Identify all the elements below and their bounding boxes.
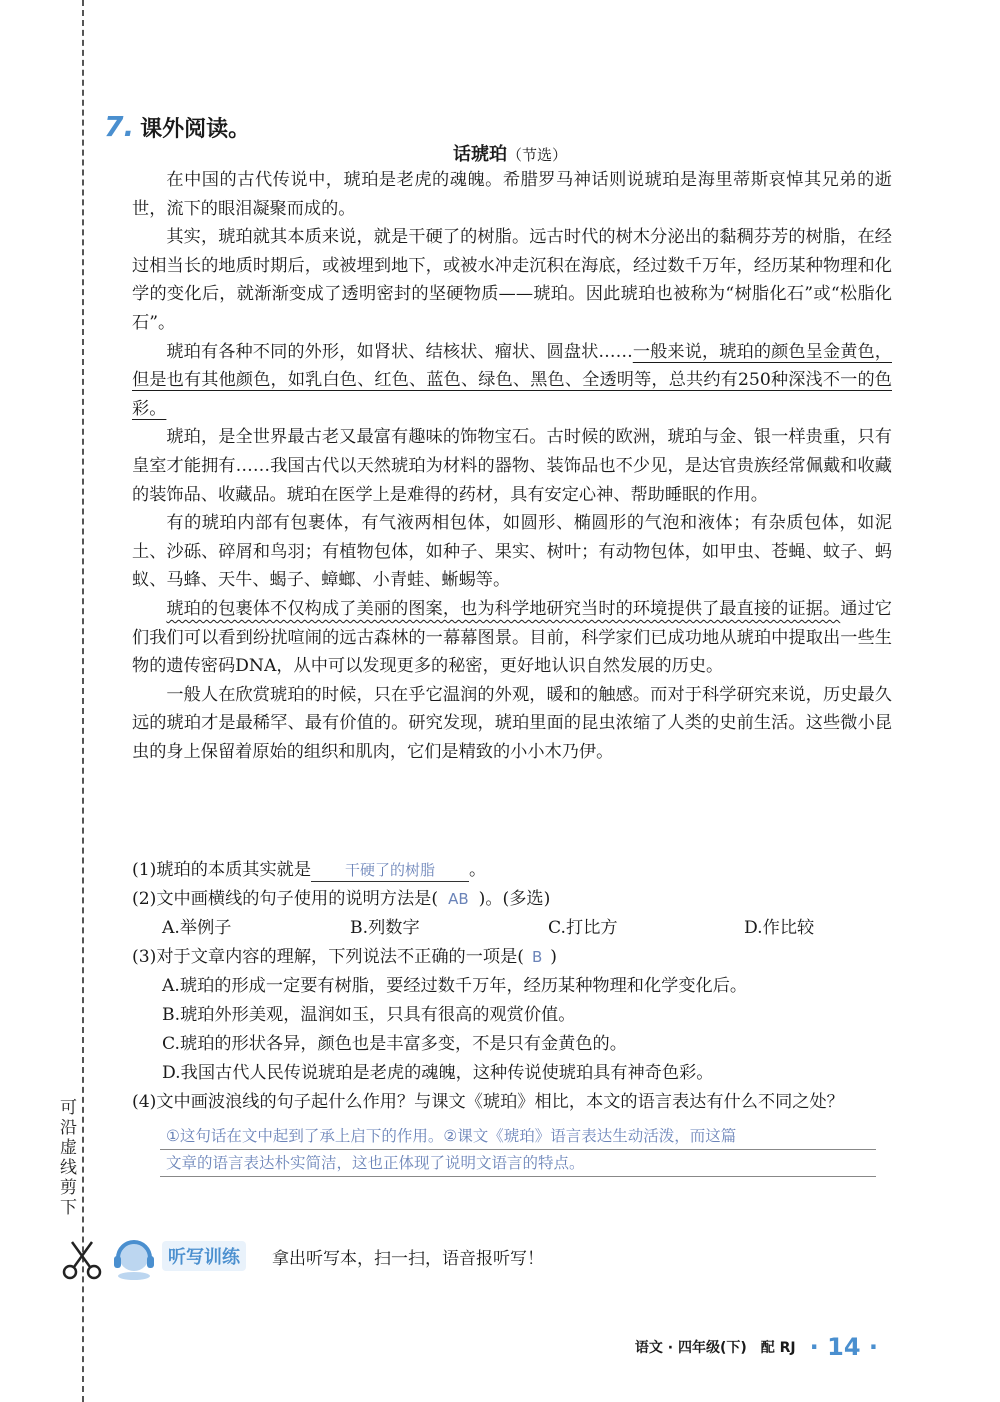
- paragraph-text: 其实，琥珀就其本质来说，就是干硬了的树脂。远古时代的树木分泌出的黏稠芬芳的树脂，在经过相当长的地质时期后，或被埋到地下，或被水冲走沉积在海底，经过数千万年，经历某种物理和化学的变化后，就渐渐变成了透明密封的坚硬物质——琥珀。因此琥珀也被称为“树脂化石”或“松脂化石”。: [132, 227, 892, 333]
- answer-2: AB: [448, 890, 469, 908]
- page-footer: [635, 1333, 878, 1361]
- article-paragraph: [132, 509, 892, 595]
- question-2-text: (2)文中画横线的句子使用的说明方法是(: [132, 889, 439, 909]
- option: C.琥珀的形状各异，颜色也是丰富多变，不是只有金黄色的。: [162, 1034, 627, 1054]
- scissors-icon: [58, 1238, 106, 1286]
- question-1: [132, 856, 896, 885]
- article-paragraph: [132, 338, 892, 424]
- paragraph-text: 一般人在欣赏琥珀的时候，只在乎它温润的外观，暖和的触感。而对于科学研究来说，历史最久远的琥珀才是最稀罕、最有价值的。研究发现，琥珀里面的昆虫浓缩了人类的史前生活。这些微小昆虫的身上保留着原始的组织和肌肉，它们是精致的小小木乃伊。: [132, 684, 892, 762]
- question-2: [132, 885, 896, 914]
- cut-line: [82, 0, 84, 1402]
- option: B.列数字: [350, 918, 420, 938]
- paragraph-text: 通过它们我们可以看到纷扰喧闹的远古森林的一幕幕图景。目前，科学家们已成功地从琥珀中提取出一些生物的遗传密码DNA，从中可以发现更多的秘密，更好地认识自然发展的历史。: [132, 598, 892, 677]
- question-1-suffix: 。: [469, 860, 487, 880]
- answer-3: B: [532, 948, 543, 966]
- option: A.琥珀的形成一定要有树脂，要经过数千万年，经历某种物理和化学变化后。: [162, 976, 748, 996]
- section-heading: [104, 110, 250, 143]
- article-paragraph: [132, 423, 892, 509]
- article-subtitle: （节选）: [506, 146, 567, 164]
- question-1-text: (1)琥珀的本质其实就是: [132, 860, 312, 880]
- paragraph-text: 有的琥珀内部有包裹体，有气液两相包体，如圆形、椭圆形的气泡和液体；有杂质包体，如泥土、沙砾、碎屑和鸟羽；有植物包体，如种子、果实、树叶；有动物包体，如甲虫、苍蝇、蚊子、蚂蚁、马蜂、天牛、蝎子、蟑螂、小青蛙、蜥蜴等。: [132, 513, 892, 591]
- article-title-text: 话琥珀: [452, 144, 507, 165]
- option: A.举例子: [162, 918, 232, 938]
- paragraph-text: 在中国的古代传说中，琥珀是老虎的魂魄。希腊罗马神话则说琥珀是海里蒂斯哀悼其兄弟的逝世，流下的眼泪凝聚而成的。: [132, 170, 892, 219]
- answer-4: [160, 1123, 876, 1177]
- dictation-text: 拿出听写本，扫一扫，语音报听写！: [272, 1248, 544, 1269]
- article-title: [0, 140, 1000, 166]
- question-3-suffix: ): [550, 947, 558, 967]
- cut-instruction: 可沿虚线剪下: [60, 1098, 77, 1218]
- article-paragraph: [132, 681, 892, 767]
- question-2-suffix: )。(多选): [478, 889, 551, 909]
- option: C.打比方: [548, 918, 618, 938]
- option: B.琥珀外形美观，温润如玉，只具有很高的观赏价值。: [162, 1005, 576, 1025]
- answer-1: 干硬了的树脂: [311, 859, 469, 882]
- question-2-options: [132, 914, 896, 943]
- option: D.作比较: [744, 918, 815, 938]
- headset-icon: [108, 1232, 160, 1280]
- article-paragraph: [132, 223, 892, 337]
- option: D.我国古代人民传说琥珀是老虎的魂魄，这种传说使琥珀具有神奇色彩。: [162, 1063, 714, 1083]
- dictation-banner: [108, 1232, 544, 1280]
- page-number: · 14 ·: [809, 1333, 878, 1361]
- article-paragraph: [132, 595, 892, 681]
- footer-subject: 语文 · 四年级(下): [634, 1340, 747, 1356]
- article-body: [132, 166, 892, 766]
- answer-line: ①这句话在文中起到了承上启下的作用。②课文《琥珀》语言表达生动活泼，而这篇: [160, 1123, 876, 1150]
- question-3: [132, 943, 896, 972]
- footer-edition: 配 RJ: [760, 1340, 796, 1356]
- question-4: (4)文中画波浪线的句子起什么作用？与课文《琥珀》相比，本文的语言表达有什么不同之处？: [132, 1092, 844, 1112]
- underlined-sentence: 一般来说，琥珀的颜色呈金黄色，但是也有其他颜色，如乳白色、红色、蓝色、绿色、黑色、全透明等，总共约有250种深浅不一的色彩。: [132, 341, 892, 419]
- paragraph-text: 琥珀有各种不同的外形，如肾状、结核状、瘤状、圆盘状……: [166, 341, 633, 362]
- section-title: 课外阅读。: [140, 117, 251, 142]
- answer-line: 文章的语言表达朴实简洁，这也正体现了说明文语言的特点。: [160, 1150, 876, 1177]
- question-list: [132, 856, 896, 1177]
- question-3-text: (3)对于文章内容的理解，下列说法不正确的一项是(: [132, 947, 524, 967]
- wavy-underlined-sentence: 琥珀的包裹体不仅构成了美丽的图案，也为科学地研究当时的环境提供了最直接的证据。: [166, 598, 841, 619]
- dictation-label: 听写训练: [162, 1241, 246, 1271]
- section-number: 7.: [104, 110, 135, 143]
- article-paragraph: [132, 166, 892, 223]
- paragraph-text: 琥珀，是全世界最古老又最富有趣味的饰物宝石。古时候的欧洲，琥珀与金、银一样贵重，只有皇室才能拥有……我国古代以天然琥珀为材料的器物、装饰品也不少见，是达官贵族经常佩戴和收藏的装饰品、收藏品。琥珀在医学上是难得的药材，具有安定心神、帮助睡眠的作用。: [132, 427, 892, 505]
